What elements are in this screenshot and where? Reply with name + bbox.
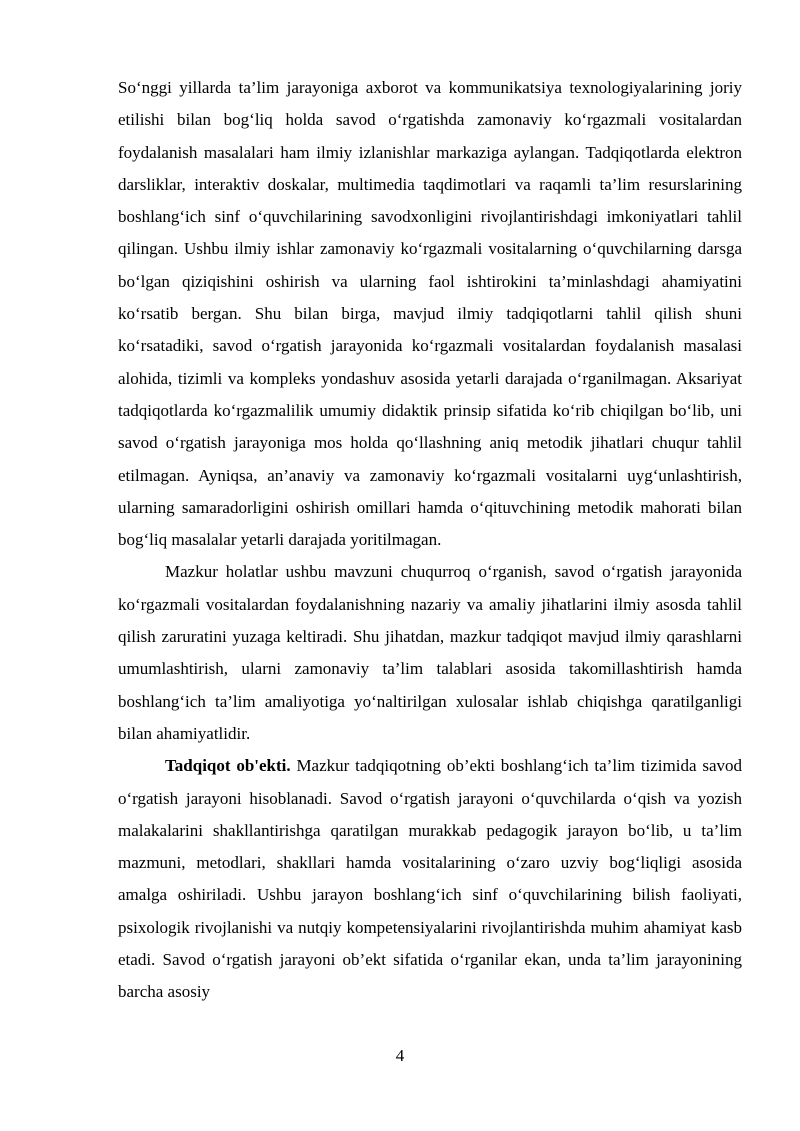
research-object-text: Mazkur tadqiqotning ob’ekti boshlang‘ich ta’lim tizimida savod o‘rgatish jarayoni hisoblanadi. Savod o‘rgatish jarayoni o‘quvchilarda o‘qish va yozish malakalarini shakllantirishga qaratilgan murakkab pedagogik jarayon bo‘lib, u ta’lim mazmuni, metodlari, shakllari hamda vositalarining o‘zaro uzviy bog‘liqligi asosida amalga oshiriladi. Ushbu jarayon boshlang‘ich sinf o‘quvchilarining bilish faoliyati, psixologik rivojlanishi va nutqiy kompetensiyalarini rivojlantirishda muhim ahamiyat kasb etadi. Savod o‘rgatish jarayoni ob’ekt sifatida o‘rganilar ekan, unda ta’lim jarayonining barcha asosiy xyxy=(118,756,742,1002)
paragraph-research-object xyxy=(118,750,742,1008)
document-body xyxy=(118,72,742,1009)
page-number: 4 xyxy=(395,1046,405,1065)
paragraph-research-relevance: Mazkur holatlar ushbu mavzuni chuqurroq o‘rganish, savod o‘rgatish jarayonida ko‘rgazmali vositalardan foydalanishning nazariy va amaliy jihatlarini ilmiy asosda tahlil qilish zaruratini yuzaga keltiradi. Shu jihatdan, mazkur tadqiqot mavjud ilmiy qarashlarni umumlashtirish, ularni zamonaviy ta’lim talablari asosida takomillashtirish hamda boshlang‘ich ta’lim amaliyotiga yo‘naltirilgan xulosalar ishlab chiqishga qaratilganligi bilan ahamiyatlidir. xyxy=(118,562,742,743)
research-object-heading: Tadqiqot ob'ekti. xyxy=(165,756,291,776)
paragraph-literature-review: So‘nggi yillarda ta’lim jarayoniga axborot va kommunikatsiya texnologiyalarining joriy etilishi bilan bog‘liq holda savod o‘rgatishda zamonaviy ko‘rgazmali vositalardan foydalanish masalalari ham ilmiy izlanishlar markaziga aylangan. Tadqiqotlarda elektron darsliklar, interaktiv doskalar, multimedia taqdimotlari va raqamli ta’lim resurslarining boshlang‘ich sinf o‘quvchilarining savodxonligini rivojlantirishdagi imkoniyatlari tahlil qilingan. Ushbu ilmiy ishlar zamonaviy ko‘rgazmali vositalarning o‘quvchilarning darsga bo‘lgan qiziqishini oshirish va ularning faol ishtirokini ta’minlashdagi ahamiyatini ko‘rsatib bergan. Shu bilan birga, mavjud ilmiy tadqiqotlarni tahlil qilish shuni ko‘rsatadiki, savod o‘rgatish jarayonida ko‘rgazmali vositalardan foydalanish masalasi alohida, tizimli va kompleks yondashuv asosida yetarli darajada o‘rganilmagan. Aksariyat tadqiqotlarda ko‘rgazmalilik umumiy didaktik prinsip sifatida ko‘rib chiqilgan bo‘lib, uni savod o‘rgatish jarayoniga mos holda qo‘llashning aniq metodik jihatlari chuqur tahlil etilmagan. Ayniqsa, an’anaviy va zamonaviy ko‘rgazmali vositalarni uyg‘unlashtirish, ularning samaradorligini oshirish omillari hamda o‘qituvchining metodik mahorati bilan bog‘liq masalalar yetarli darajada yoritilmagan. xyxy=(118,78,742,550)
